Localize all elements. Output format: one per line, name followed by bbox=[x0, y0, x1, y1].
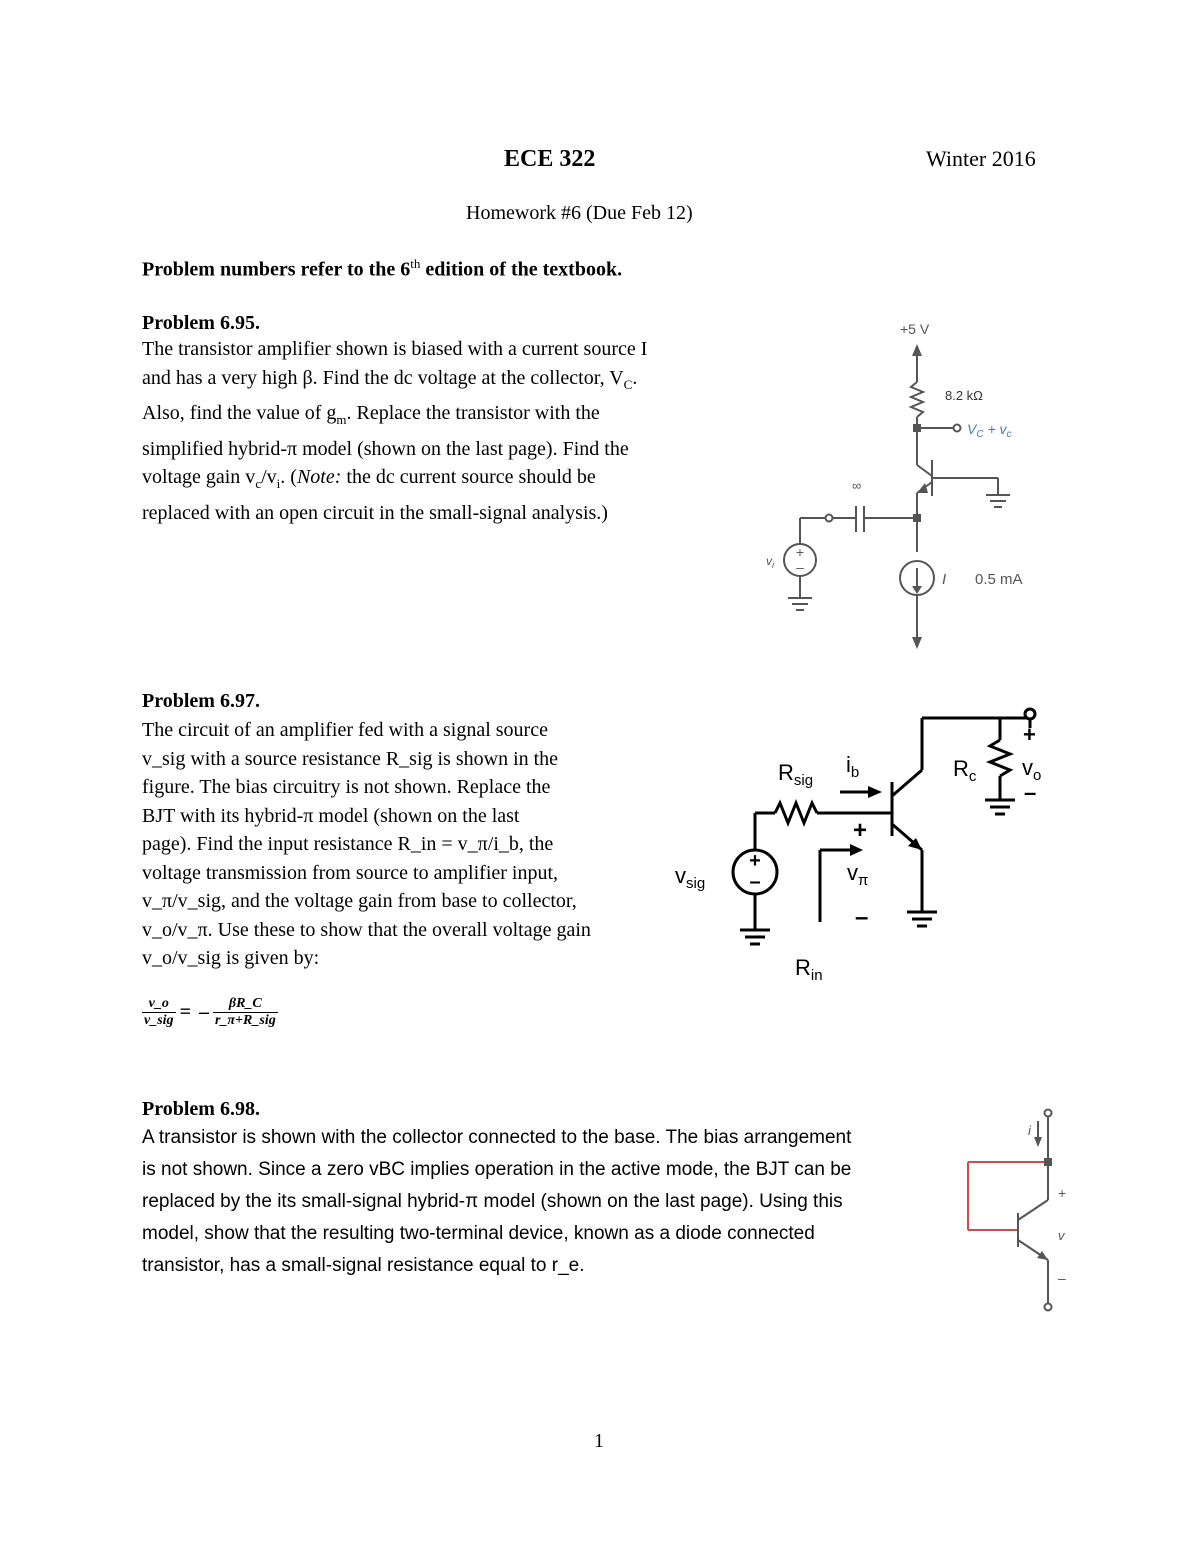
plus-sign: + bbox=[795, 544, 805, 560]
plus-label: + bbox=[1058, 1185, 1067, 1201]
vpi-plus: + bbox=[853, 817, 868, 844]
gain-formula: v_o v_sig = – βR_C r_π+R_sig bbox=[144, 996, 276, 1028]
supply-label: +5 V bbox=[900, 321, 930, 337]
infinity-label: ∞ bbox=[852, 478, 862, 493]
figure-6-97-circuit bbox=[660, 700, 1080, 1000]
current-value: 0.5 mA bbox=[975, 571, 1023, 588]
vpi-minus: – bbox=[855, 904, 869, 931]
vo-label: $v_o$ bbox=[1022, 755, 1042, 784]
source-plus: + bbox=[749, 850, 761, 872]
homework-label: Homework #6 (Due Feb 12) bbox=[466, 202, 693, 224]
output-label: $V_C + v_c$ bbox=[967, 421, 1012, 440]
voltage-label: v bbox=[1058, 1228, 1065, 1243]
problem-6-95-title: Problem 6.95. bbox=[142, 312, 260, 334]
vo-plus: + bbox=[1023, 722, 1036, 747]
vo-minus: – bbox=[1024, 780, 1037, 805]
vsig-label: $v_{sig}$ bbox=[675, 863, 706, 892]
ib-label: $i_b$ bbox=[846, 752, 860, 781]
current-symbol: I bbox=[942, 571, 947, 588]
figure-6-95-circuit bbox=[760, 310, 1080, 660]
rin-label: $R_{in}$ bbox=[795, 955, 823, 984]
problem-6-95-text: The transistor amplifier shown is biased with a current source I and has a very high β. Find the dc voltage at the collector, $V_C$. Also, find the value of $g_m$. Replace the transistor with the simplified hybrid-π model (shown on the last page). Find the voltage gain $v_c/v_i$. (Note: the dc current source should be replaced with an open circuit in the small-signal analysis.) bbox=[142, 338, 648, 524]
vpi-label: $v_\pi$ bbox=[847, 860, 869, 889]
current-label: i bbox=[1028, 1123, 1031, 1138]
problem-6-97-title: Problem 6.97. bbox=[142, 690, 260, 712]
figure-6-98-circuit bbox=[960, 1105, 1080, 1320]
vi-label: $v_i$ bbox=[766, 554, 774, 570]
problem-6-98-text: A transistor is shown with the collector connected to the base. The bias arrangement is not shown. Since a zero vBC implies operation in the active mode, the BJT can be replaced by the its small-signal hybrid-π model (shown on the last page). Using this model, show that the resulting two-terminal device, known as a diode connected transistor, has a small-signal resistance equal to r_e. bbox=[142, 1127, 852, 1276]
source-minus: – bbox=[749, 871, 761, 893]
edition-note: Problem numbers refer to the 6th edition of the textbook. bbox=[142, 256, 623, 281]
rc-label: $R_c$ bbox=[953, 756, 977, 785]
problem-6-98-title: Problem 6.98. bbox=[142, 1098, 260, 1120]
course-title: ECE 322 bbox=[504, 146, 596, 172]
problem-6-97-text: The circuit of an amplifier fed with a signal source v_sig with a source resistance R_sig is shown in the figure. The bias circuitry is not shown. Replace the BJT with its hybrid-π model (shown on the last page). Find the input resistance R_in = v_π/i_b, the voltage transmission from source to amplifier input, v_π/v_sig, and the voltage gain from base to collector, v_o/v_π. Use these to show that the overall voltage gain v_o/v_sig is given by: bbox=[142, 719, 591, 969]
resistor-label: 8.2 kΩ bbox=[945, 388, 983, 403]
minus-sign: – bbox=[796, 559, 804, 575]
minus-label: – bbox=[1058, 1270, 1066, 1286]
term-label: Winter 2016 bbox=[926, 146, 1036, 171]
rsig-label: $R_{sig}$ bbox=[778, 760, 814, 789]
page-number: 1 bbox=[594, 1430, 604, 1452]
